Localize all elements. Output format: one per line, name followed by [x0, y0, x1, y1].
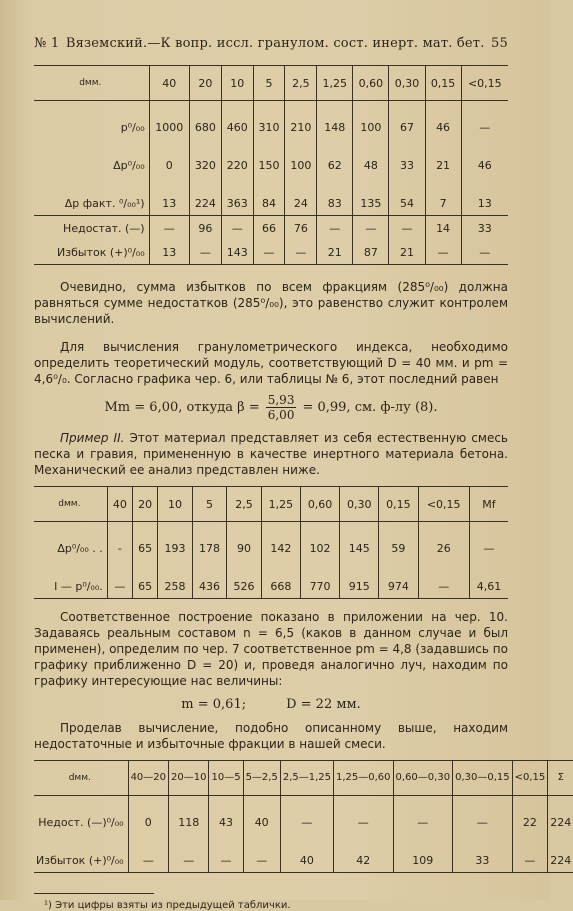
table-row: [34, 177, 508, 216]
table-cell: 54: [389, 177, 425, 216]
table-group: [34, 101, 508, 216]
table-header-cell: 0,30: [389, 66, 425, 101]
table-cell: 224: [548, 834, 573, 873]
table-cell: —: [253, 240, 285, 265]
table-header-cell: 20: [189, 66, 221, 101]
table-cell: 40: [243, 796, 280, 835]
table-header-cell: 5—2,5: [243, 761, 280, 796]
table-cell: 0: [149, 139, 189, 177]
table-cell: 87: [353, 240, 389, 265]
table-cell: —: [285, 240, 317, 265]
table-cell: 1000: [149, 101, 189, 140]
table-cell: 224: [548, 796, 573, 835]
table-cell: 363: [221, 177, 253, 216]
table-header-cell: Mf: [469, 487, 508, 522]
table-header-cell: 0,60—0,30: [393, 761, 453, 796]
table-cell: —: [317, 216, 353, 241]
table-header-cell: dмм.: [79, 78, 102, 88]
table-row: [34, 796, 573, 835]
table-header-cell: 0,15: [425, 66, 461, 101]
table-cell: —: [334, 796, 394, 835]
example-heading: Пример II.: [60, 431, 125, 445]
table-header-cell: 0,60: [300, 487, 339, 522]
table-header-cell: 10: [221, 66, 253, 101]
table-cell: 193: [158, 522, 193, 561]
table-header-row: [34, 487, 508, 522]
table-cell: 680: [189, 101, 221, 140]
table-header-cell: 1,25—0,60: [334, 761, 394, 796]
paragraph-index-calc: Для вычисления гранулометрического индекса, необходимо определить теоретический модуль, соответствующий D = 40 мм. и pm = 4,6⁰/₀. Согласно графика чер. 6, или таблицы № 6, этот последний равен: [34, 340, 508, 386]
table-cell: —: [418, 560, 469, 599]
table-cell: —: [512, 834, 548, 873]
row-label: Δр⁰/₀₀: [113, 158, 145, 172]
footnote-divider: [34, 893, 154, 894]
table-header-cell: dмм.: [68, 773, 91, 783]
table-cell: 33: [461, 216, 508, 241]
issue-number: № 1: [34, 36, 60, 51]
row-label: Недост. (—)⁰/₀₀: [38, 815, 124, 829]
table-group: [34, 216, 508, 265]
table-cell: 526: [227, 560, 262, 599]
table-cell: 224: [189, 177, 221, 216]
example-text: Этот материал представляет из себя естественную смесь песка и гравия, примененную в качестве инертного материала бетона. Механический ее анализ представлен ниже.: [34, 431, 509, 477]
table-header-row: [34, 761, 573, 796]
table-cell: 21: [425, 139, 461, 177]
table-cell: 460: [221, 101, 253, 140]
table-cell: 220: [221, 139, 253, 177]
running-head: [34, 36, 508, 51]
table-row: [34, 216, 508, 241]
table-header-cell: 20: [132, 487, 157, 522]
table-cell: 76: [285, 216, 317, 241]
table-cell: —: [189, 240, 221, 265]
table-header-cell: dмм.: [58, 499, 81, 509]
table-header-cell: 1,25: [317, 66, 353, 101]
table-cell: 210: [285, 101, 317, 140]
table-cell: 13: [149, 240, 189, 265]
table-group: [34, 522, 508, 599]
sieve-table-2: [34, 486, 508, 599]
table-cell: 100: [353, 101, 389, 140]
row-label: Недостат. (—): [63, 221, 145, 235]
result-equation: [34, 697, 508, 712]
table-cell: 26: [418, 522, 469, 561]
table-header-cell: 1,25: [261, 487, 300, 522]
table-cell: 21: [317, 240, 353, 265]
row-label: I — р⁰/₀₀.: [54, 579, 103, 593]
table-header-cell: 0,30—0,15: [453, 761, 513, 796]
table-cell: 770: [300, 560, 339, 599]
table-header-cell: 0,30: [340, 487, 379, 522]
table-row: [34, 101, 508, 140]
paragraph-construction: Соответственное построение показано в приложении на чер. 10. Задаваясь реальным составом n = 6,5 (каков в данном случае и был применен), определим по чер. 7 соответственное pm = 4,8 (задавшись по графику приближенно D = 20) и, проведя аналогично луч, находим по графику интересующие нас величины:: [34, 610, 508, 688]
table-cell: 178: [192, 522, 227, 561]
table-header-cell: 5: [192, 487, 227, 522]
row-label: Избыток (+)⁰/₀₀: [57, 245, 145, 259]
table-cell: 59: [379, 522, 418, 561]
table-cell: —: [149, 216, 189, 241]
row-label: Δр факт. ⁰/₀₀¹): [64, 196, 145, 210]
table-row: [34, 522, 508, 561]
table-cell: -: [107, 522, 132, 561]
table-cell: 84: [253, 177, 285, 216]
table-cell: 21: [389, 240, 425, 265]
table-cell: 320: [189, 139, 221, 177]
table-header-cell: <0,15: [461, 66, 508, 101]
table-cell: 4,61: [469, 560, 508, 599]
table-cell: —: [209, 834, 243, 873]
table-cell: 33: [389, 139, 425, 177]
table-header-cell: 5: [253, 66, 285, 101]
table-cell: 46: [461, 139, 508, 177]
table-header-cell: <0,15: [512, 761, 548, 796]
page-number: 55: [491, 36, 508, 51]
table-cell: 135: [353, 177, 389, 216]
table-cell: —: [469, 522, 508, 561]
table-header-cell: 20—10: [169, 761, 209, 796]
table-header-cell: 0,60: [353, 66, 389, 101]
table-cell: —: [280, 796, 333, 835]
table-cell: 148: [317, 101, 353, 140]
table-cell: —: [243, 834, 280, 873]
spacer: [34, 327, 508, 339]
table-header-cell: 40—20: [128, 761, 168, 796]
running-title: Вяземский.—К вопр. иссл. гранулом. сост. инерт. мат. бет.: [65, 36, 485, 51]
paragraph-fractions: Проделав вычисление, подобно описанному выше, находим недостаточные и избыточные фракции в нашей смеси.: [34, 721, 508, 751]
table-cell: 145: [340, 522, 379, 561]
table-cell: 43: [209, 796, 243, 835]
table-cell: 258: [158, 560, 193, 599]
table-cell: 118: [169, 796, 209, 835]
table-header-cell: 2,5: [227, 487, 262, 522]
table-header-cell: 10—5: [209, 761, 243, 796]
table-cell: 974: [379, 560, 418, 599]
table-cell: 7: [425, 177, 461, 216]
table-cell: —: [107, 560, 132, 599]
table-cell: 46: [425, 101, 461, 140]
row-label: Δр⁰/₀₀ . .: [57, 541, 103, 555]
table-cell: —: [221, 216, 253, 241]
row-label: Избыток (+)⁰/₀₀: [36, 853, 124, 867]
table-cell: 109: [393, 834, 453, 873]
table-header-cell: Σ: [548, 761, 573, 796]
sieve-table-1: [34, 65, 508, 265]
table-cell: 13: [461, 177, 508, 216]
table-header-cell: 0,15: [379, 487, 418, 522]
paragraph-control-check: Очевидно, сумма избытков по всем фракциям (285⁰/₀₀) должна равняться сумме недостатков (285⁰/₀₀), это равенство служит контролем вычислений.: [34, 280, 508, 326]
table-cell: 62: [317, 139, 353, 177]
table-cell: 40: [280, 834, 333, 873]
table-cell: 22: [512, 796, 548, 835]
table-cell: 915: [340, 560, 379, 599]
table-cell: —: [393, 796, 453, 835]
table-header-cell: 40: [107, 487, 132, 522]
table-row: [34, 240, 508, 265]
table-header-cell: <0,15: [418, 487, 469, 522]
table-cell: 668: [261, 560, 300, 599]
table-row: [34, 139, 508, 177]
table-cell: 66: [253, 216, 285, 241]
row-label: р⁰/₀₀: [120, 120, 145, 134]
table-cell: 310: [253, 101, 285, 140]
table-header-cell: 2,5—1,25: [280, 761, 333, 796]
table-cell: 436: [192, 560, 227, 599]
table-cell: —: [461, 240, 508, 265]
table-cell: 14: [425, 216, 461, 241]
table-cell: —: [353, 216, 389, 241]
table-cell: —: [425, 240, 461, 265]
table-cell: —: [453, 796, 513, 835]
fraction-table-3: [34, 760, 573, 873]
table-cell: 100: [285, 139, 317, 177]
table-row: [34, 560, 508, 599]
table-cell: 143: [221, 240, 253, 265]
table-cell: —: [128, 834, 168, 873]
result-m: m = 0,61;: [181, 697, 247, 712]
table-cell: 42: [334, 834, 394, 873]
formula-beta: [34, 393, 508, 422]
table-cell: —: [461, 101, 508, 140]
formula-left: Mm = 6,00, откуда β =: [104, 400, 260, 415]
table-cell: 33: [453, 834, 513, 873]
table-cell: —: [389, 216, 425, 241]
table-cell: 96: [189, 216, 221, 241]
fraction-numerator: 5,93: [267, 393, 295, 407]
paragraph-example-2: [34, 430, 508, 478]
table-cell: 83: [317, 177, 353, 216]
table-cell: 48: [353, 139, 389, 177]
table-cell: 65: [132, 560, 157, 599]
formula-fraction: [266, 393, 297, 422]
table-header-row: [34, 66, 508, 101]
table-group: [34, 796, 573, 873]
table-cell: 67: [389, 101, 425, 140]
table-cell: 102: [300, 522, 339, 561]
table-cell: 90: [227, 522, 262, 561]
table-cell: —: [169, 834, 209, 873]
table-header-cell: 10: [158, 487, 193, 522]
fraction-denominator: 6,00: [267, 408, 295, 422]
table-cell: 13: [149, 177, 189, 216]
table-header-cell: 2,5: [285, 66, 317, 101]
footnote: ¹) Эти цифры взяты из предыдущей таблички.: [44, 900, 291, 911]
table-cell: 150: [253, 139, 285, 177]
table-cell: 0: [128, 796, 168, 835]
table-cell: 65: [132, 522, 157, 561]
table-header-cell: 40: [149, 66, 189, 101]
table-cell: 142: [261, 522, 300, 561]
formula-right: = 0,99, см. ф-лу (8).: [302, 400, 438, 415]
table-cell: 24: [285, 177, 317, 216]
table-row: [34, 834, 573, 873]
result-d: D = 22 мм.: [286, 697, 361, 712]
